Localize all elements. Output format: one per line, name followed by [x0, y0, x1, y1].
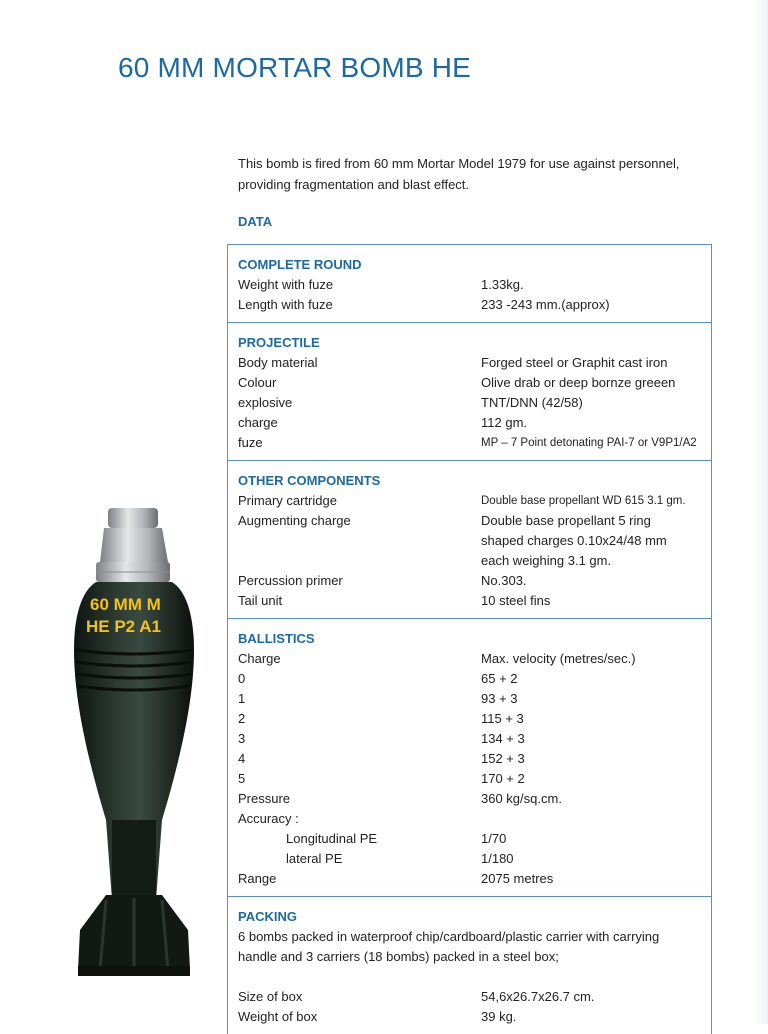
- section-heading: OTHER COMPONENTS: [238, 473, 381, 488]
- spec-value: Olive drab or deep bornze greeen: [481, 375, 676, 390]
- section-packing: [228, 897, 711, 1034]
- section-heading: PACKING: [238, 909, 297, 924]
- spec-label: Longitudinal PE: [286, 831, 378, 846]
- spec-label: Weight of box: [238, 1009, 318, 1024]
- bomb-marking-line2: HE P2 A1: [86, 617, 161, 636]
- spec-label: 2: [238, 711, 246, 726]
- spec-row: [238, 1007, 711, 1027]
- spec-row: [238, 531, 711, 551]
- spec-label: Colour: [238, 375, 277, 390]
- fuze: [96, 508, 170, 582]
- spec-row: [238, 729, 711, 749]
- data-heading: DATA: [238, 214, 273, 229]
- spec-row: [238, 353, 711, 373]
- section-complete-round: [228, 245, 711, 323]
- spec-label: lateral PE: [286, 851, 343, 866]
- spec-value: 2075 metres: [481, 871, 554, 886]
- spec-label: Accuracy :: [238, 811, 299, 826]
- spec-label: Range: [238, 871, 277, 886]
- spec-value: each weighing 3.1 gm.: [481, 553, 612, 568]
- spec-value: 170 + 2: [481, 771, 525, 786]
- spec-label: Pressure: [238, 791, 291, 806]
- spec-row: [238, 275, 711, 295]
- spec-row: [238, 591, 711, 611]
- spec-row: [238, 571, 711, 591]
- spec-value: 93 + 3: [481, 691, 518, 706]
- spec-row: [238, 649, 711, 669]
- spec-value: 115 + 3: [481, 711, 524, 726]
- spec-label: Augmenting charge: [238, 513, 351, 528]
- spec-value: TNT/DNN (42/58): [481, 395, 583, 410]
- section-projectile: [228, 323, 711, 461]
- spec-label: 0: [238, 671, 246, 686]
- spec-row: [238, 373, 711, 393]
- spec-row: [238, 669, 711, 689]
- spec-label: Length with fuze: [238, 297, 333, 312]
- spec-value: 152 + 3: [481, 751, 525, 766]
- spec-label: Tail unit: [238, 593, 283, 608]
- spec-row: [238, 413, 711, 433]
- spec-row: [238, 491, 711, 511]
- section-heading: COMPLETE ROUND: [238, 257, 362, 272]
- spec-label: explosive: [238, 395, 293, 410]
- spec-row: [238, 393, 711, 413]
- spec-row: [238, 869, 711, 889]
- spec-value: 1/180: [481, 851, 514, 866]
- spec-value: 54,6x26.7x26.7 cm.: [481, 989, 595, 1004]
- spec-row: [238, 809, 711, 829]
- bomb-marking-line1: 60 MM M: [90, 595, 161, 614]
- data-table: [227, 244, 712, 1034]
- spec-row: [238, 433, 711, 453]
- section-heading: BALLISTICS: [238, 631, 315, 646]
- spec-label: Charge: [238, 651, 281, 666]
- spec-row: [238, 551, 711, 571]
- spec-value: Forged steel or Graphit cast iron: [481, 355, 668, 370]
- spec-row: [238, 295, 711, 315]
- spec-value: shaped charges 0.10x24/48 mm: [481, 533, 667, 548]
- spec-value: [481, 809, 711, 829]
- spec-label: fuze: [238, 435, 263, 450]
- spec-row: [238, 689, 711, 709]
- spec-value: 65 + 2: [481, 671, 518, 686]
- spec-value: 1.33kg.: [481, 277, 524, 292]
- spec-value: No.303.: [481, 573, 527, 588]
- spec-label: Weight with fuze: [238, 277, 334, 292]
- spec-label: 3: [238, 731, 246, 746]
- spec-label: 4: [238, 751, 246, 766]
- intro-paragraph: This bomb is fired from 60 mm Mortar Model 1979 for use against personnel, providing fragmentation and blast effect.: [238, 156, 680, 192]
- spec-value: 112 gm.: [481, 415, 528, 430]
- spec-value: 1/70: [481, 831, 507, 846]
- spec-value: Double base propellant WD 615 3.1 gm.: [481, 495, 686, 507]
- spec-row: [238, 769, 711, 789]
- spec-label: Percussion primer: [238, 573, 343, 588]
- spec-value: 134 + 3: [481, 731, 525, 746]
- page-edge-shadow: [754, 0, 768, 1024]
- packing-description: 6 bombs packed in waterproof chip/cardboard/plastic carrier with carrying handle and 3 carriers (18 bombs) packed in a steel box;: [238, 929, 660, 964]
- spec-value: 10 steel fins: [481, 593, 551, 608]
- spec-label: 1: [238, 691, 246, 706]
- spec-value: 360 kg/sq.cm.: [481, 791, 562, 806]
- spec-row: [238, 789, 711, 809]
- mortar-bomb-image: [66, 500, 202, 990]
- spec-row: [238, 987, 711, 1007]
- section-ballistics: [228, 619, 711, 897]
- spec-value: MP – 7 Point detonating PAI-7 or V9P1/A2: [481, 437, 697, 449]
- spec-label: [238, 531, 481, 551]
- spec-row: [238, 849, 711, 869]
- spec-row: [238, 511, 711, 531]
- spec-value: Double base propellant 5 ring: [481, 513, 651, 528]
- spec-label: Body material: [238, 355, 318, 370]
- section-other-components: [228, 461, 711, 619]
- spec-row: [238, 709, 711, 729]
- spec-label: Primary cartridge: [238, 493, 337, 508]
- spec-value: 233 -243 mm.(approx): [481, 297, 610, 312]
- section-heading: PROJECTILE: [238, 335, 320, 350]
- spec-label: 5: [238, 771, 246, 786]
- spec-row: [238, 749, 711, 769]
- spec-row: [238, 829, 711, 849]
- spec-label: charge: [238, 415, 278, 430]
- spec-value: Max. velocity (metres/sec.): [481, 651, 636, 666]
- spec-label: [238, 551, 481, 571]
- spec-label: Size of box: [238, 989, 303, 1004]
- page-title: 60 MM MORTAR BOMB HE: [118, 52, 472, 83]
- spec-value: 39 kg.: [481, 1009, 517, 1024]
